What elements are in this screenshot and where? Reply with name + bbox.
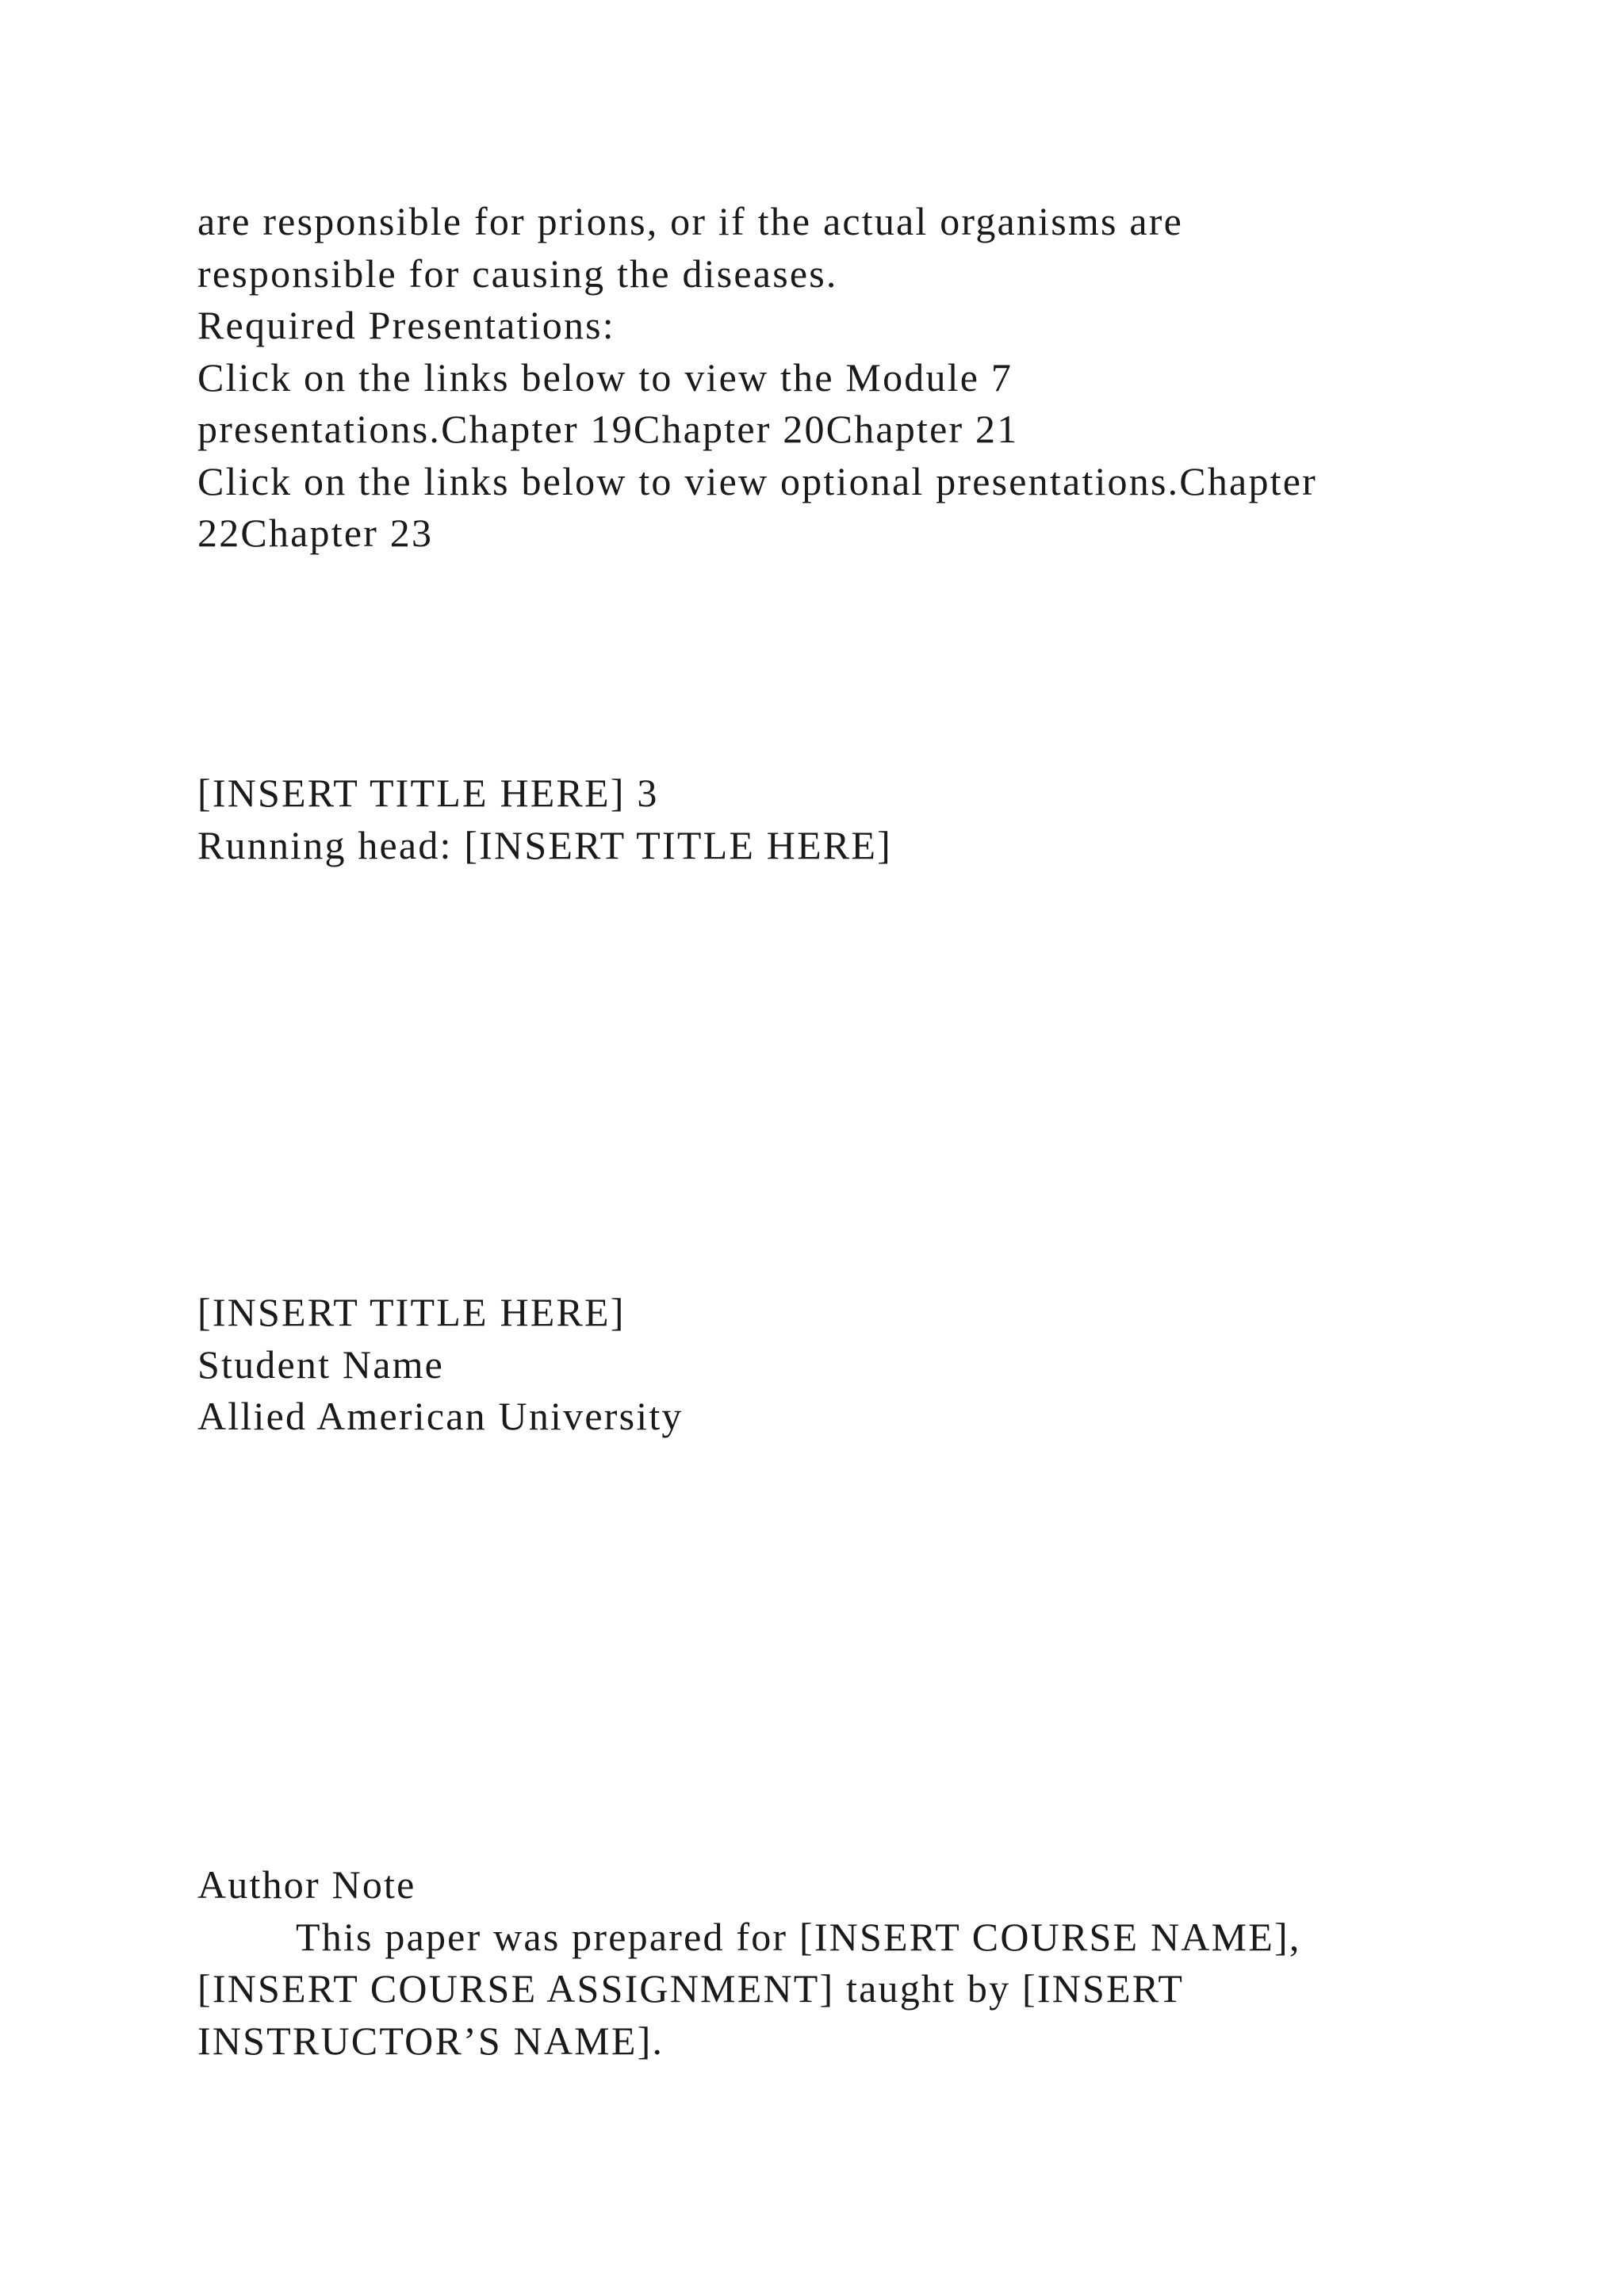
intro-line: are responsible for prions, or if the actual organisms are xyxy=(197,199,1183,243)
chapter-links-required[interactable]: presentations.Chapter 19Chapter 20Chapter 21 xyxy=(197,407,1019,451)
student-name: Student Name xyxy=(197,1341,445,1387)
running-head: Running head: [INSERT TITLE HERE] xyxy=(197,822,892,867)
required-presentations-heading: Required Presentations: xyxy=(197,303,615,347)
intro-line: responsible for causing the diseases. xyxy=(197,251,838,296)
university-name: Allied American University xyxy=(197,1394,684,1438)
intro-section xyxy=(197,196,1434,560)
author-note-line: [INSERT COURSE ASSIGNMENT] taught by [INSERT xyxy=(197,1966,1185,2011)
page-header: [INSERT TITLE HERE] 3 xyxy=(197,771,659,815)
author-note-section xyxy=(197,1859,1434,2067)
author-note-line: This paper was prepared for [INSERT COURSE NAME], xyxy=(296,1914,1301,1959)
title-block xyxy=(197,1287,1434,1443)
intro-line: Click on the links below to view the Module 7 xyxy=(197,354,1013,400)
chapter-links-optional[interactable]: 22Chapter 23 xyxy=(197,511,434,555)
author-note-heading: Author Note xyxy=(197,1862,416,1907)
page-header-section xyxy=(197,767,1434,871)
intro-line[interactable]: Click on the links below to view optional presentations.Chapter xyxy=(197,458,1317,503)
paper-title: [INSERT TITLE HERE] xyxy=(197,1290,626,1334)
author-note-line: INSTRUCTOR’S NAME]. xyxy=(197,2018,665,2063)
